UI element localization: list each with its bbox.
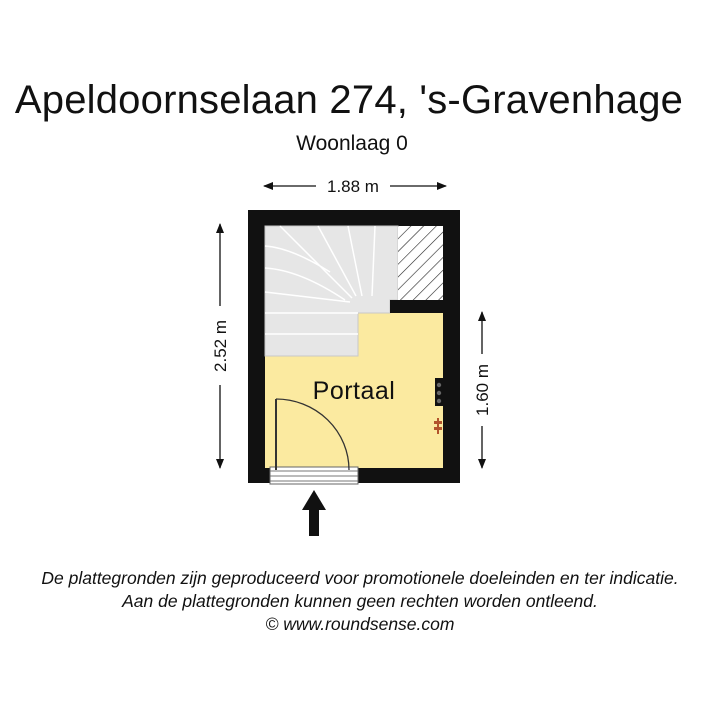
- dimension-height-total: [211, 224, 230, 468]
- dimension-width-label: 1.88 m: [327, 177, 379, 196]
- dimension-width: [264, 177, 446, 196]
- entrance-arrow-icon: [302, 490, 326, 536]
- disclaimer-line-2: Aan de plattegronden kunnen geen rechten worden ontleend.: [122, 591, 598, 611]
- floor-label: Woonlaag 0: [296, 132, 408, 155]
- dimension-height-room-label: 1.60 m: [473, 364, 492, 416]
- dimension-height-room: [473, 312, 492, 468]
- copyright-text: © www.roundsense.com: [265, 614, 455, 634]
- disclaimer-line-1: De plattegronden zijn geproduceerd voor promotionele doeleinden en ter indicatie.: [41, 568, 679, 588]
- stair-void-hatch: [398, 226, 443, 300]
- dimension-height-total-label: 2.52 m: [211, 320, 230, 372]
- room-label-portaal: Portaal: [312, 377, 396, 405]
- address-title: Apeldoornselaan 274, 's-Gravenhage: [14, 78, 684, 122]
